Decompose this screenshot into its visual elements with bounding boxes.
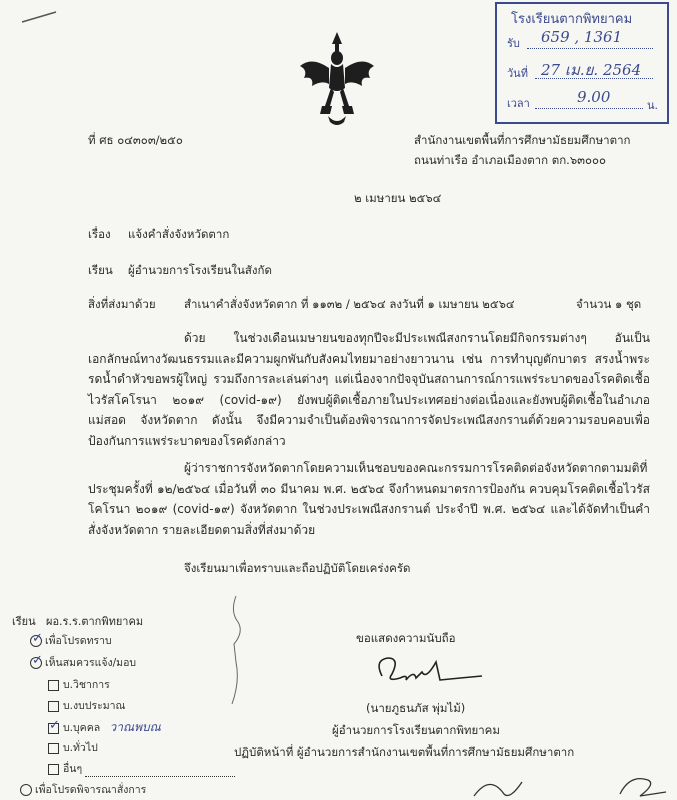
routing-item-label: อื่นๆ [63, 763, 83, 775]
routing-option-consider-label: เพื่อโปรดพิจารณาสั่งการ [35, 784, 147, 796]
checkbox-other [48, 764, 59, 775]
checkbox-personnel: ✓ [49, 717, 60, 733]
routing-to: ผอ.ร.ร.ตากพิทยาคม [46, 615, 144, 628]
signer-title: ผู้อำนวยการโรงเรียนตากพิทยาคม [332, 723, 500, 737]
enclosure-label: สิ่งที่ส่งมาด้วย [88, 297, 156, 311]
body-paragraph-1: ด้วย ในช่วงเดือนเมษายนของทุกปีจะมีประเพณีสงกรานโดยมีกิจกรรมต่างๆ อันเป็นเอกลักษณ์ทางวัฒนธรรมและมีความผูกพันกับสังคมไทยมาอย่างยาวนาน เช่น การทำบุญตักบาตร สรงน้ำพระ รดน้ำดำหัวขอพรผู้ใหญ่ รวมถึงการละเล่นต่างๆ แต่เนื่องจากปัจจุบันสถานการณ์การแพร่ระบาดของโรคติดเชื้อไวรัสโคโรนา ๒๐๑๙ (covid-๑๙) ยังพบผู้ติดเชื้อภายในประเทศอย่างต่อเนื่องและยังพบผู้ติดเชื้อในอำเภอแม่สอด จังหวัดตาก ดังนั้น จึงมีความจำเป็นต้องพิจารณาการจัดประเพณีสงกรานต์ด้วยความรอบคอบเพื่อป้องกันการแพร่ระบาดของโรคดังกล่าว [88, 331, 650, 448]
checkbox-academic [48, 680, 59, 691]
letter-date: ๒ เมษายน ๒๕๖๔ [354, 191, 442, 205]
routing-item [48, 739, 98, 756]
stamp-date-value: 27 เม.ย. 2564 [541, 61, 642, 79]
to-text: ผู้อำนวยการโรงเรียนในสังกัด [128, 263, 272, 277]
body-paragraph-3: จึงเรียนมาเพื่อทราบและถือปฏิบัติโดยเคร่งครัด [184, 561, 411, 575]
enclosure-count: จำนวน ๑ ชุด [576, 297, 642, 311]
stamp-time-suffix: น. [647, 99, 659, 112]
routing-option-assign-label: เห็นสมควรแจ้ง/มอบ [45, 657, 137, 669]
pen-scribble [222, 592, 252, 712]
checkbox-budget [48, 701, 59, 712]
signer-name: (นายภูธนภัส พุ่มไม้) [366, 701, 466, 715]
enclosure-text: สำเนาคำสั่งจังหวัดตาก ที่ ๑๑๓๒ / ๒๕๖๔ ลงวันที่ ๑ เมษายน ๒๕๖๔ [184, 297, 515, 311]
to-label: เรียน [88, 263, 113, 277]
body-paragraph-2: ผู้ว่าราชการจังหวัดตากโดยความเห็นชอบของคณะกรรมการโรคติดต่อจังหวัดตากตามมติที่ประชุมครั้งที่ ๑๒/๒๕๖๔ เมื่อวันที่ ๓๐ มีนาคม พ.ศ. ๒๕๖๔ จึงกำหนดมาตรการป้องกัน ควบคุมโรคติดเชื้อไวรัสโคโรนา ๒๐๑๙ (covid-๑๙) จังหวัดตาก ในช่วงประเพณีสงกรานต์ ประจำปี พ.ศ. ๒๕๖๔ และได้จัดทำเป็นคำสั่งจังหวัดตาก รายละเอียดตามสิ่งที่ส่งมาด้วย [88, 461, 650, 537]
office-name: สำนักงานเขตพื้นที่การศึกษามัธยมศึกษาตาก [414, 133, 631, 147]
routing-option-inform-label: เพื่อโปรดทราบ [45, 635, 112, 647]
stamp-recv-label: รับ [507, 37, 520, 50]
pen-mark [20, 8, 60, 28]
stamp-school: โรงเรียนตากพิทยาคม [511, 12, 633, 27]
routing-handwritten-name: วาณพบณ [109, 720, 161, 734]
stamp-date-label: วันที่ [507, 67, 528, 80]
routing-item [48, 718, 161, 737]
signer-acting-title: ปฏิบัติหน้าที่ ผู้อำนวยการสำนักงานเขตพื้นที่การศึกษามัธยมศึกษาตาก [234, 745, 575, 759]
routing-item-label: บ.วิชาการ [63, 679, 110, 691]
stamp-time-label: เวลา [507, 97, 530, 110]
subject-text: แจ้งคำสั่งจังหวัดตาก [128, 227, 230, 241]
routing-item-label: บ.ทั่วไป [63, 742, 98, 754]
signature-image [370, 650, 490, 688]
reference-number: ที่ ศธ ๐๔๓๐๓/๒๕๐ [88, 133, 183, 147]
stamp-recv-value: 659 , 1361 [541, 28, 623, 46]
bottom-signatures [470, 770, 670, 800]
closing: ขอแสดงความนับถือ [356, 631, 456, 645]
routing-option-inform: ✓ เพื่อโปรดทราบ [32, 631, 112, 647]
routing-item [48, 676, 110, 693]
garuda-emblem-icon [298, 30, 376, 128]
routing-option-assign: ✓ เห็นสมควรแจ้ง/มอบ [32, 653, 137, 669]
routing-option-consider [20, 781, 146, 798]
stamp-time-value: 9.00 [577, 88, 611, 106]
checkbox-general [48, 743, 59, 754]
routing-item-label: บ.งบประมาณ [63, 700, 126, 712]
subject-label: เรื่อง [88, 227, 111, 241]
office-address: ถนนท่าเรือ อำเภอเมืองตาก ตก.๖๓๐๐๐ [414, 153, 607, 167]
routing-item-label: บ.บุคคล [63, 722, 101, 734]
routing-item [48, 697, 125, 714]
routing-item [48, 760, 235, 777]
receive-stamp [495, 2, 669, 124]
routing-to-label: เรียน [12, 615, 36, 628]
